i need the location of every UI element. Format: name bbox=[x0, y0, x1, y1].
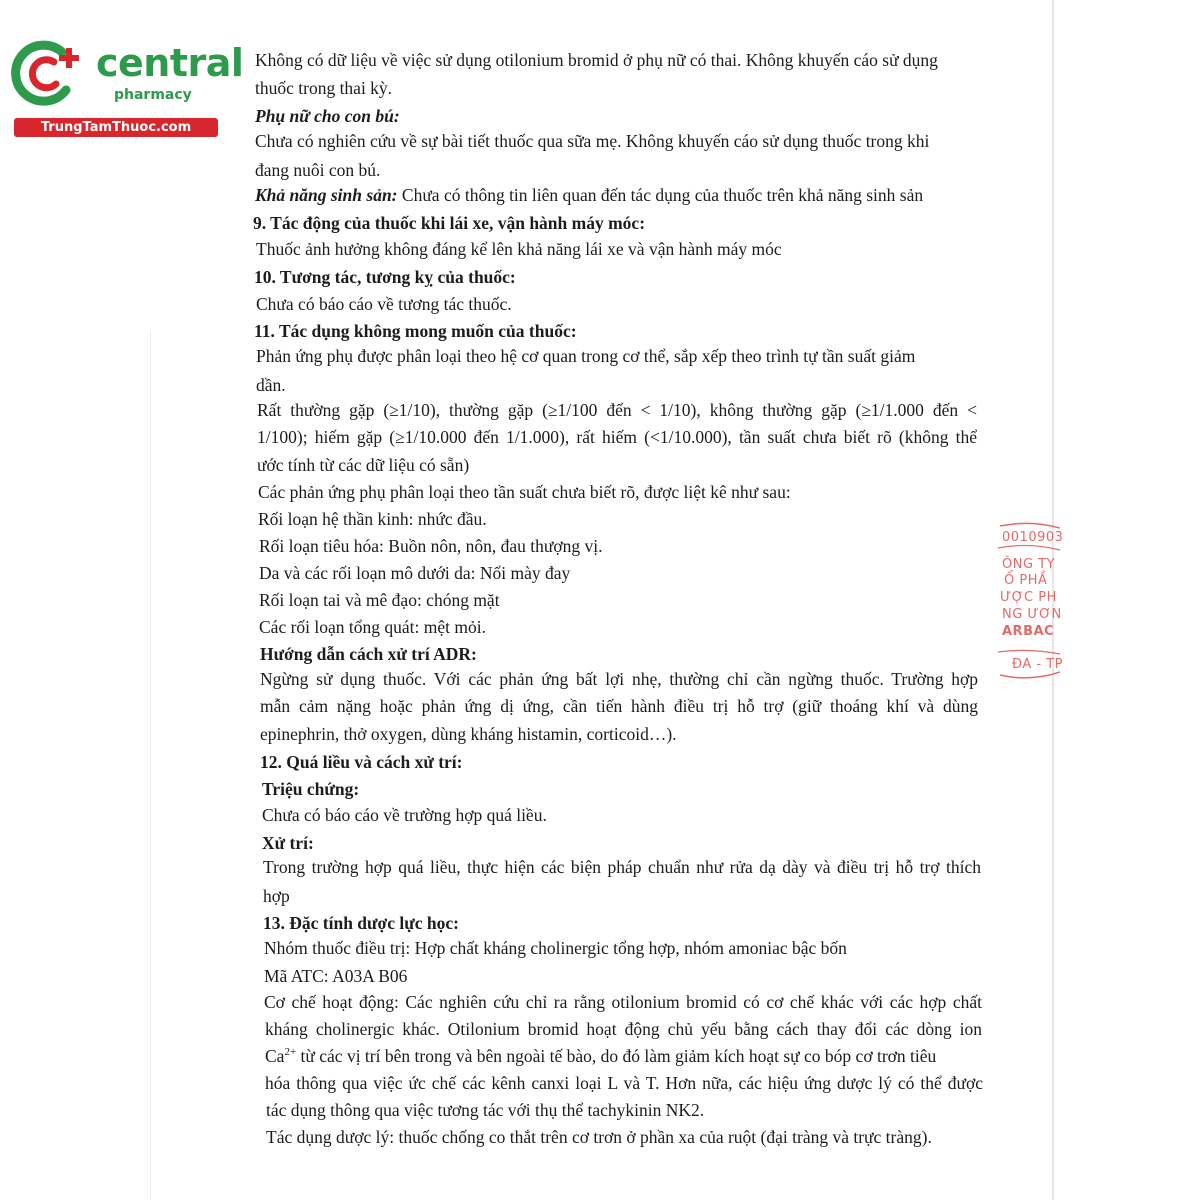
logo-subtitle: pharmacy bbox=[114, 87, 192, 103]
section-heading-11: 11. Tác dụng không mong muốn của thuốc: bbox=[254, 321, 577, 341]
section-heading-10: 10. Tương tác, tương kỵ của thuốc: bbox=[254, 267, 516, 287]
doc-line: Rối loạn tai và mê đạo: chóng mặt bbox=[259, 590, 500, 610]
subheading-symptoms: Triệu chứng: bbox=[262, 779, 360, 799]
doc-line: thuốc trong thai kỳ. bbox=[255, 78, 393, 98]
doc-line: ước tính từ các dữ liệu có sẵn) bbox=[257, 455, 470, 475]
doc-line: Phản ứng phụ được phân loại theo hệ cơ quan trong cơ thể, sắp xếp theo trình tự tần suất giảm bbox=[256, 346, 916, 366]
doc-line: Các rối loạn tổng quát: mệt mỏi. bbox=[259, 617, 486, 637]
doc-line: hóa thông qua việc ức chế các kênh canxi loại L và T. Hơn nữa, các hiệu ứng dược lý có thể được bbox=[265, 1073, 983, 1093]
doc-line: Cơ chế hoạt động: Các nghiên cứu chỉ ra rằng otilonium bromid có cơ chế khác với các hợp chất bbox=[264, 992, 982, 1012]
doc-line: Da và các rối loạn mô dưới da: Nổi mày đay bbox=[259, 563, 571, 583]
doc-line: Trong trường hợp quá liều, thực hiện các biện pháp chuẩn như rửa dạ dày và điều trị hỗ trợ thích bbox=[263, 857, 981, 877]
stamp-text: ƯỢC PH bbox=[1000, 590, 1057, 605]
subheading-adr: Hướng dẫn cách xử trí ADR: bbox=[260, 644, 477, 664]
doc-line: Tác dụng dược lý: thuốc chống co thắt trên cơ trơn ở phần xa của ruột (đại tràng và trực tràng). bbox=[266, 1127, 932, 1147]
stamp-text: Ổ PHẦ bbox=[1004, 573, 1048, 588]
section-heading-9: 9. Tác động của thuốc khi lái xe, vận hành máy móc: bbox=[253, 213, 646, 233]
subheading-fertility: Khả năng sinh sản: bbox=[255, 185, 398, 205]
doc-text: Chưa có thông tin liên quan đến tác dụng của thuốc trên khả năng sinh sản bbox=[397, 185, 924, 205]
doc-line: epinephrin, thở oxygen, dùng kháng histamin, corticoid…). bbox=[260, 724, 677, 744]
doc-line: kháng cholinergic khác. Otilonium bromid hoạt động chủ yếu bằng cách thay đổi các dòng ion bbox=[265, 1019, 982, 1039]
doc-line: Mã ATC: A03A B06 bbox=[264, 966, 408, 986]
doc-line: Ngừng sử dụng thuốc. Với các phản ứng bất lợi nhẹ, thường chỉ cần ngừng thuốc. Trường hợp bbox=[260, 669, 978, 689]
doc-line bbox=[265, 1045, 983, 1067]
doc-line: Chưa có nghiên cứu về sự bài tiết thuốc qua sữa mẹ. Không khuyến cáo sử dụng thuốc trong khi bbox=[255, 131, 930, 151]
stamp-text: 0010903 bbox=[1002, 530, 1064, 545]
doc-line: mẫn cảm nặng hoặc phản ứng dị ứng, cần tiến hành điều trị hỗ trợ (giữ thoáng khí và dùng bbox=[260, 696, 978, 716]
doc-line: Rất thường gặp (≥1/10), thường gặp (≥1/100 đến < 1/10), không thường gặp (≥1/1.000 đến < bbox=[257, 400, 977, 420]
doc-line bbox=[255, 184, 923, 206]
doc-line: Không có dữ liệu về việc sử dụng otilonium bromid ở phụ nữ có thai. Không khuyến cáo sử dụng bbox=[255, 50, 938, 70]
logo-name: central bbox=[96, 41, 244, 85]
subheading-breastfeeding: Phụ nữ cho con bú: bbox=[255, 106, 400, 126]
stamp-text: ĐA - TP bbox=[1012, 657, 1063, 672]
section-heading-13: 13. Đặc tính dược lực học: bbox=[263, 913, 459, 933]
logo-url-badge[interactable]: TrungTamThuoc.com bbox=[14, 118, 218, 137]
doc-line: Chưa có báo cáo về trường hợp quá liều. bbox=[262, 805, 547, 825]
section-heading-12: 12. Quá liều và cách xử trí: bbox=[260, 752, 463, 772]
stamp-text: ÔNG TY bbox=[1002, 557, 1056, 572]
stamp-text: NG ƯƠN bbox=[1002, 607, 1062, 622]
superscript-charge: 2+ bbox=[284, 1046, 297, 1059]
doc-line: 1/100); hiếm gặp (≥1/10.000 đến 1/1.000), rất hiếm (<1/10.000), tần suất chưa biết rõ (không thể bbox=[257, 427, 977, 447]
doc-line: Các phản ứng phụ phân loại theo tần suất chưa biết rõ, được liệt kê như sau: bbox=[258, 482, 791, 502]
doc-line: Chưa có báo cáo về tương tác thuốc. bbox=[256, 294, 512, 314]
doc-line: Thuốc ảnh hưởng không đáng kể lên khả năng lái xe và vận hành máy móc bbox=[256, 239, 782, 259]
doc-line: dần. bbox=[256, 375, 286, 395]
doc-line: đang nuôi con bú. bbox=[255, 160, 381, 180]
doc-text: Ca bbox=[265, 1046, 285, 1066]
doc-line: Rối loạn tiêu hóa: Buồn nôn, nôn, đau thượng vị. bbox=[259, 536, 603, 556]
company-stamp bbox=[990, 520, 1064, 685]
doc-line: Nhóm thuốc điều trị: Hợp chất kháng cholinergic tổng hợp, nhóm amoniac bậc bốn bbox=[264, 938, 847, 958]
doc-text: từ các vị trí bên trong và bên ngoài tế bào, do đó làm giảm kích hoạt sự co bóp cơ trơn tiêu bbox=[296, 1046, 937, 1066]
doc-line: tác dụng thông qua việc tương tác với thụ thể tachykinin NK2. bbox=[266, 1100, 705, 1120]
stamp-text: ARBAC bbox=[1002, 624, 1055, 639]
subheading-treatment: Xử trí: bbox=[262, 833, 314, 853]
doc-line: Rối loạn hệ thần kinh: nhức đầu. bbox=[258, 509, 487, 529]
doc-line: hợp bbox=[263, 886, 290, 906]
